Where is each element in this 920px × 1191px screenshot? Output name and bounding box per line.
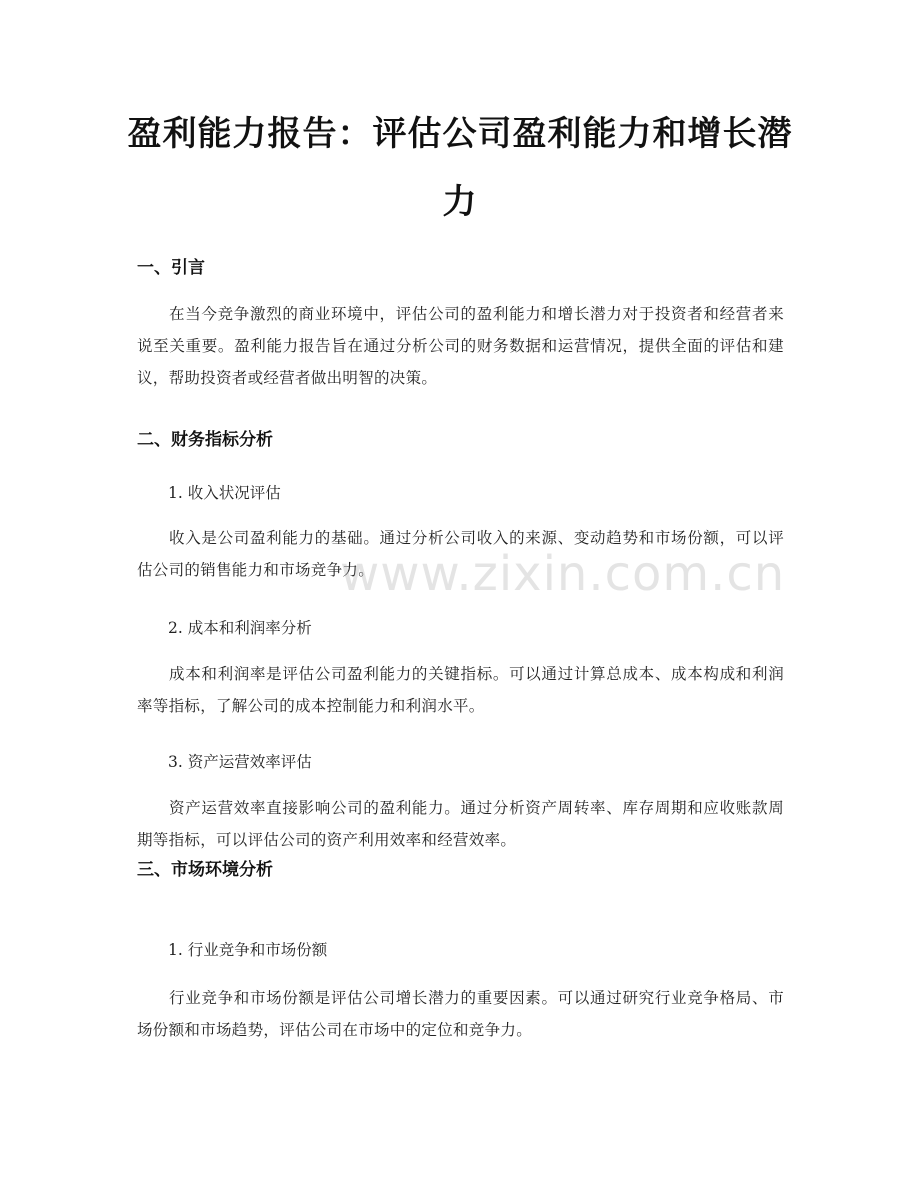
cost-profit-paragraph: 成本和利润率是评估公司盈利能力的关键指标。可以通过计算总成本、成本构成和利润率等指标，了解公司的成本控制能力和利润水平。 [137,665,784,715]
section-heading-introduction: 一、引言 [137,258,205,278]
section-heading-financial-analysis: 二、财务指标分析 [137,430,273,450]
asset-efficiency-paragraph: 资产运营效率直接影响公司的盈利能力。通过分析资产周转率、库存周期和应收账款周期等指标，可以评估公司的资产利用效率和经营效率。 [137,799,784,849]
subheading-industry-competition: 1. 行业竞争和市场份额 [168,941,328,959]
document-title: 盈利能力报告：评估公司盈利能力和增长潜力 [127,114,793,222]
subheading-asset-efficiency: 3. 资产运营效率评估 [168,753,312,771]
subheading-revenue: 1. 收入状况评估 [168,484,281,502]
revenue-paragraph: 收入是公司盈利能力的基础。通过分析公司收入的来源、变动趋势和市场份额，可以评估公司的销售能力和市场竞争力。 [137,529,784,579]
watermark: www.zixin.com.cn [340,546,786,602]
section-heading-market-analysis: 三、市场环境分析 [137,860,273,880]
industry-competition-paragraph: 行业竞争和市场份额是评估公司增长潜力的重要因素。可以通过研究行业竞争格局、市场份额和市场趋势，评估公司在市场中的定位和竞争力。 [137,989,784,1039]
subheading-cost-profit: 2. 成本和利润率分析 [168,619,312,637]
introduction-paragraph: 在当今竞争激烈的商业环境中，评估公司的盈利能力和增长潜力对于投资者和经营者来说至关重要。盈利能力报告旨在通过分析公司的财务数据和运营情况，提供全面的评估和建议，帮助投资者或经营者做出明智的决策。 [137,305,784,387]
